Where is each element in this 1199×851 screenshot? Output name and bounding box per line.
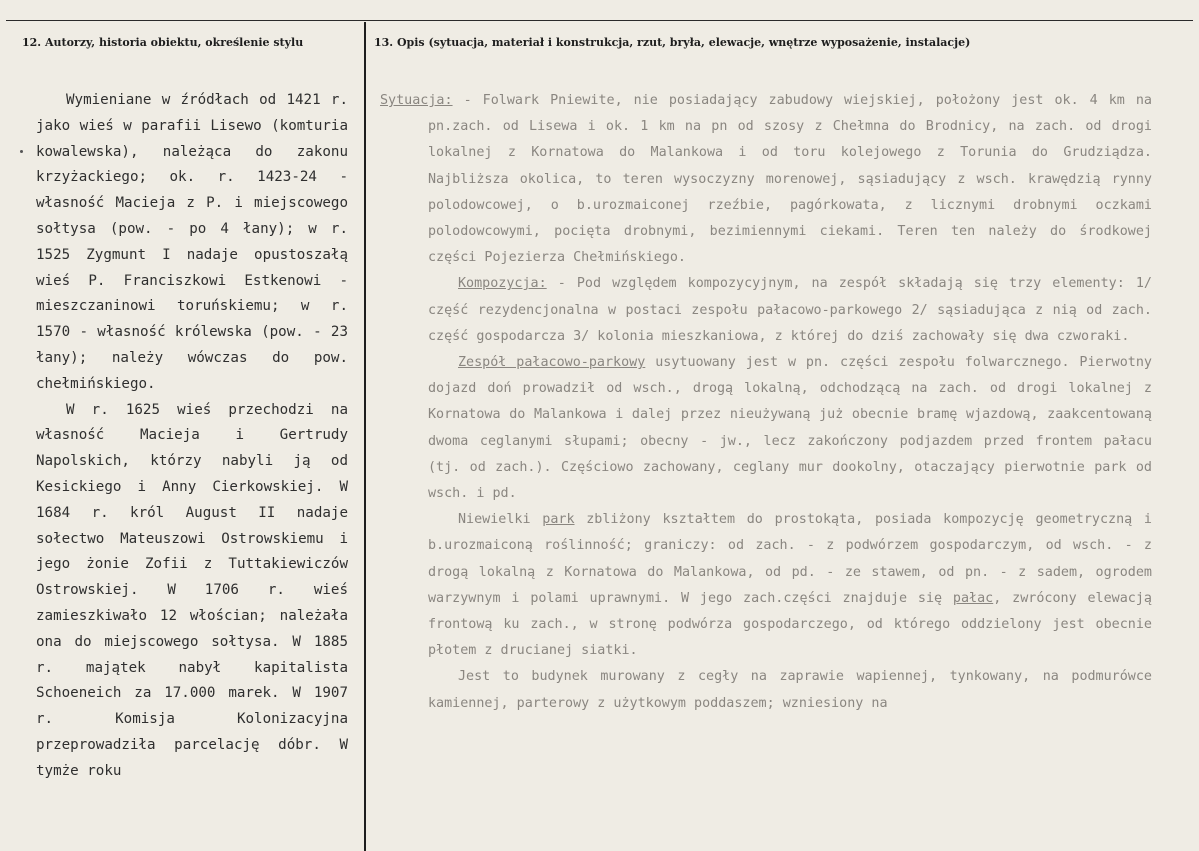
sytuacja-paragraph xyxy=(380,88,1152,271)
sytuacja-text: - Folwark Pniewite, nie posiadający zabudowy wiejskiej, położony jest ok. 4 km na pn.zach. od Lisewa i ok. 1 km na pn od szosy z Chełmna do Brodnicy, na zach. od drogi lokalnej z Kornatowa do Malankowa i od toru kolejowego z Torunia do Grudziądza. Najbliższa okolica, to teren wysoczyzny morenowej, sąsiadujący z wsch. krawędzią rynny polodowcowej, o b.urozmaiconej rzeźbie, pagórkowata, z licznymi drobnymi oczkami polodowcowymi, pocięta drobnymi, bezimiennymi ciekami. Teren ten należy do środkowej części Pojezierza Chełmińskiego. xyxy=(428,93,1152,266)
zespol-label: Zespół pałacowo-parkowy xyxy=(458,355,646,371)
description-column xyxy=(380,88,1152,717)
park-prefix: Niewielki xyxy=(458,512,543,528)
park-text-1: zbliżony kształtem do prostokąta, posiada kompozycję geometryczną i b.urozmaiconą roślinność; graniczy: od zach. - z podwórzem gospodarczym, od wsch. - z drogą lokalną z Kornatowa do Malankowa, od pd. - ze stawem, od pn. - z sadem, ogrodem warzywnym i polami uprawnymi. W jego zach.części znajduje się xyxy=(428,512,1152,606)
kompozycja-label: Kompozycja: xyxy=(458,276,547,292)
park-paragraph xyxy=(428,507,1152,664)
history-paragraph-1: Wymieniane w źródłach od 1421 r. jako wieś w parafii Lisewo (komturia kowalewska), należąca do zakonu krzyżackiego; ok. r. 1423-24 - własność Macieja z P. i miejscowego sołtysa (pow. - po 4 łany); w r. 1525 Zygmunt I nadaje opustoszałą wieś P. Franciszkowi Estkenowi - mieszczaninowi toruńskiemu; w r. 1570 - własność królewska (pow. - 23 łany); należy wówczas do pow. chełmińskiego. xyxy=(36,92,348,392)
zespol-text: usytuowany jest w pn. części zespołu folwarcznego. Pierwotny dojazd doń prowadził od wsch., drogą lokalną, odchodzącą na zach. od drogi lokalnej z Kornatowa do Malankowa i dalej przez nieużywaną już obecnie bramę wjazdową, zaakcentowaną dwoma ceglanymi słupami; obecny - jw., lecz zakończony podjazdem przed frontem pałacu (tj. od zach.). Częściowo zachowany, ceglany mur dookolny, otaczający pierwotnie park od wsch. i pd. xyxy=(428,355,1152,502)
park-text-2: , zwrócony elewacją frontową ku zach., w stronę podwórza gospodarczego, od którego oddzielony jest obecnie płotem z drucianej siatki. xyxy=(428,590,1152,659)
kompozycja-text: - Pod względem kompozycyjnym, na zespół składają się trzy elementy: 1/ część rezydencjonalna w postaci zespołu pałacowo-parkowego 2/ sąsiadująca z nią od zach. część gospodarcza 3/ kolonia mieszkaniowa, z której do dziś zachowały się dwa czworaki. xyxy=(428,276,1152,344)
sytuacja-label: Sytuacja: xyxy=(380,93,453,108)
top-rule xyxy=(6,20,1193,21)
section-13-heading: 13. Opis (sytuacja, materiał i konstrukcja, rzut, bryła, elewacje, wnętrze wyposażenie, instalacje) xyxy=(374,36,971,49)
budynek-paragraph: Jest to budynek murowany z cegły na zaprawie wapiennej, tynkowany, na podmurówce kamiennej, parterowy z użytkowym poddaszem; wzniesiony na xyxy=(428,669,1152,711)
section-12-heading: 12. Autorzy, historia obiektu, określenie stylu xyxy=(22,36,304,49)
kompozycja-paragraph xyxy=(428,271,1152,350)
palac-label: pałac xyxy=(952,590,994,606)
park-label: park xyxy=(542,512,575,528)
zespol-paragraph xyxy=(428,350,1152,507)
column-divider xyxy=(364,22,366,851)
history-paragraph-2: W r. 1625 wieś przechodzi na własność Macieja i Gertrudy Napolskich, którzy nabyli ją od Kesickiego i Anny Cierkowskiej. W 1684 r. król August II nadaje sołectwo Mateuszowi Ostrowskiemu i jego żonie Zofii z Tuttakiewiczów Ostrowskiej. W 1706 r. wieś zamieszkiwało 12 włościan; należała ona do miejscowego sołtysa. W 1885 r. majątek nabył kapitalista Schoeneich za 17.000 marek. W 1907 r. Komisja Kolonizacyjna przeprowadziła parcelację dóbr. W tymże roku xyxy=(36,401,348,779)
punch-mark xyxy=(20,150,23,153)
history-column xyxy=(36,88,348,785)
